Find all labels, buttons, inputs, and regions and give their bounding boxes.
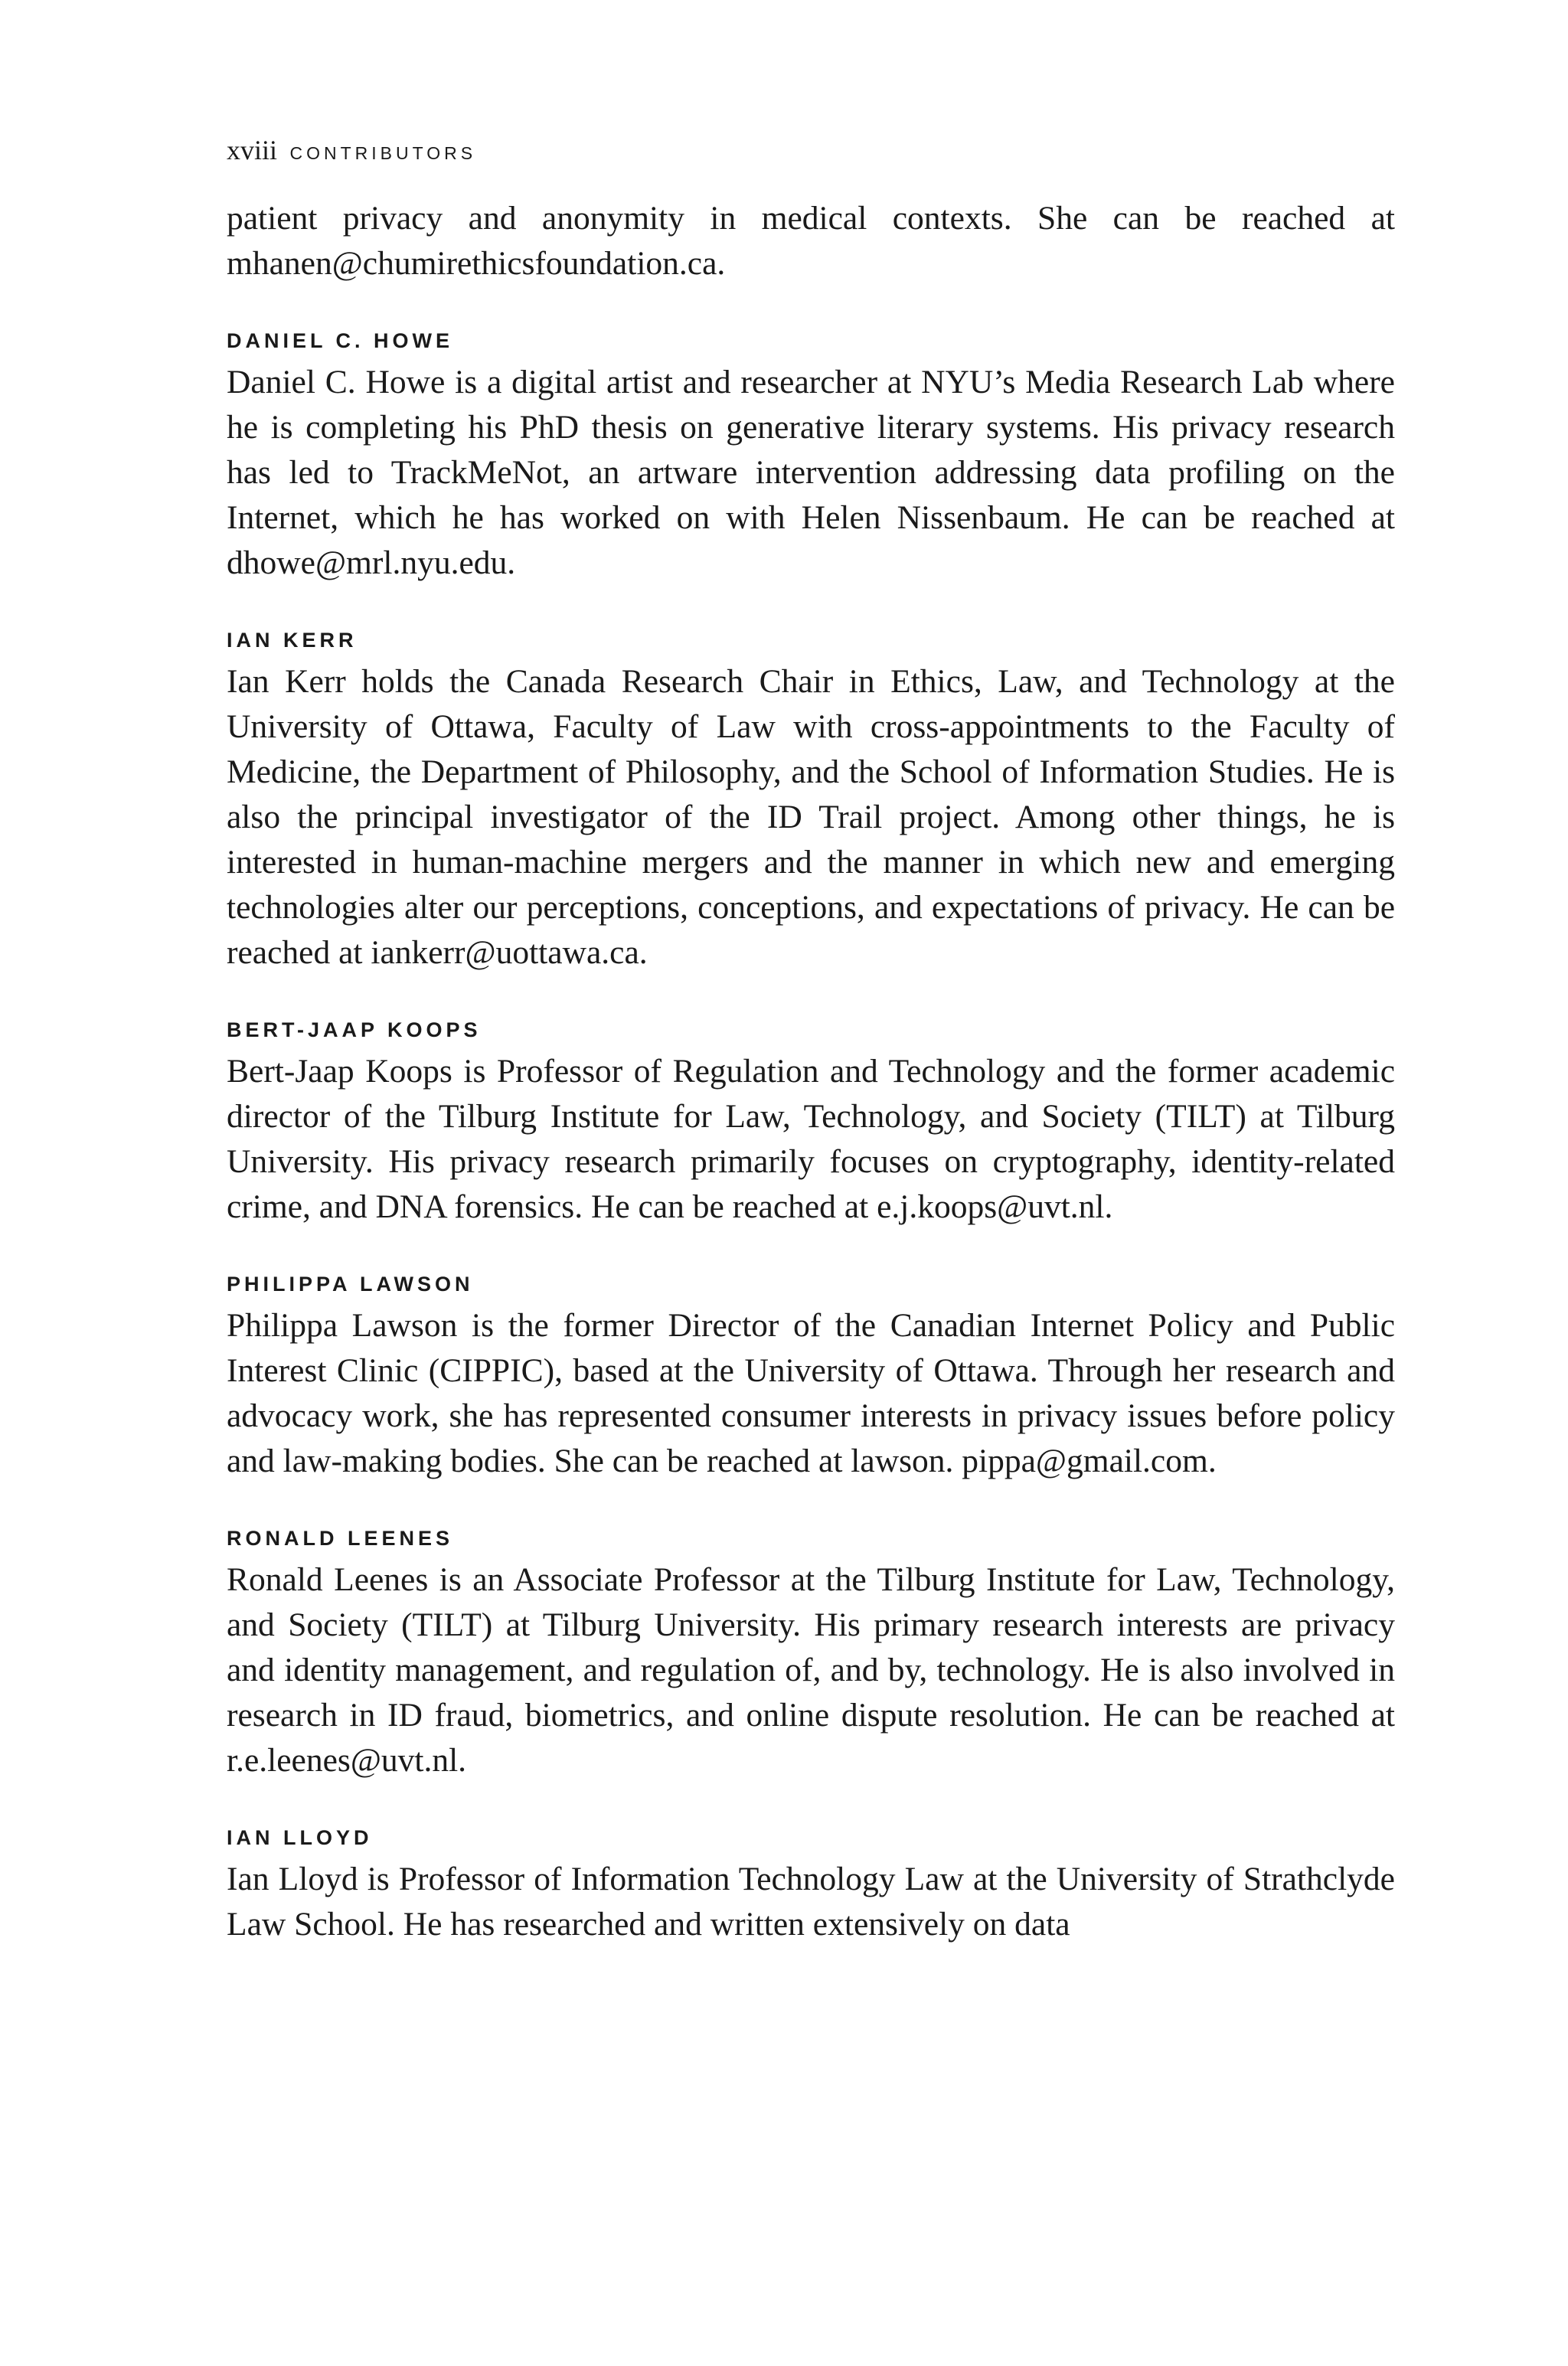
contributor-name: IAN LLOYD — [227, 1826, 373, 1849]
contributor-name: PHILIPPA LAWSON — [227, 1273, 474, 1296]
contributor-entry — [227, 1017, 1395, 1230]
running-head — [227, 135, 1395, 168]
contributor-name: RONALD LEENES — [227, 1527, 454, 1550]
continued-paragraph: patient privacy and anonymity in medical contexts. She can be reached at mhanen@chumirethicsfoundation.ca. — [227, 200, 1395, 282]
contributor-name: IAN KERR — [227, 629, 358, 652]
contributor-bio: Bert-Jaap Koops is Professor of Regulation and Technology and the former academic director of the Tilburg Institute for Law, Technology, and Society (TILT) at Tilburg University. His privacy research primarily focuses on cryptography, identity-related crime, and DNA forensics. He can be reached at e.j.koops@uvt.nl. — [227, 1053, 1395, 1225]
contributor-entry — [227, 627, 1395, 975]
contributor-name: DANIEL C. HOWE — [227, 329, 454, 352]
contributor-bio: Ronald Leenes is an Associate Professor at the Tilburg Institute for Law, Technology, and Society (TILT) at Tilburg University. His primary research interests are privacy and identity management, and regulation of, and by, technology. He is also involved in research in ID fraud, biometrics, and online dispute resolution. He can be reached at r.e.leenes@uvt.nl. — [227, 1561, 1395, 1779]
contributor-bio: Philippa Lawson is the former Director of the Canadian Internet Policy and Public Interest Clinic (CIPPIC), based at the University of Ottawa. Through her research and advocacy work, she has represented consumer interests in privacy issues before policy and law-making bodies. She can be reached at lawson. pippa@gmail.com. — [227, 1307, 1395, 1479]
page — [227, 135, 1395, 1947]
contributor-bio: Daniel C. Howe is a digital artist and researcher at NYU’s Media Research Lab where he is completing his PhD thesis on generative literary systems. His privacy research has led to TrackMeNot, an artware intervention addressing data profiling on the Internet, which he has worked on with Helen Nissenbaum. He can be reached at dhowe@mrl.nyu.edu. — [227, 364, 1395, 581]
contributor-bio: Ian Lloyd is Professor of Information Technology Law at the University of Strathclyde Law School. He has researched and written extensively on data — [227, 1861, 1395, 1943]
page-number: xviii — [227, 135, 278, 165]
section-title: CONTRIBUTORS — [289, 143, 477, 163]
contributor-bio: Ian Kerr holds the Canada Research Chair in Ethics, Law, and Technology at the University of Ottawa, Faculty of Law with cross-appointments to the Faculty of Medicine, the Department of Philosophy, and the School of Information Studies. He is also the principal investigator of the ID Trail project. Among other things, he is interested in human-machine mergers and the manner in which new and emerging technologies alter our perceptions, conceptions, and expectations of privacy. He can be reached at iankerr@uottawa.ca. — [227, 663, 1395, 971]
contributor-entry — [227, 328, 1395, 586]
contributor-entry — [227, 1271, 1395, 1484]
contributor-entry — [227, 1825, 1395, 1947]
contributor-name: BERT-JAAP KOOPS — [227, 1018, 482, 1041]
contributor-entry — [227, 1525, 1395, 1783]
